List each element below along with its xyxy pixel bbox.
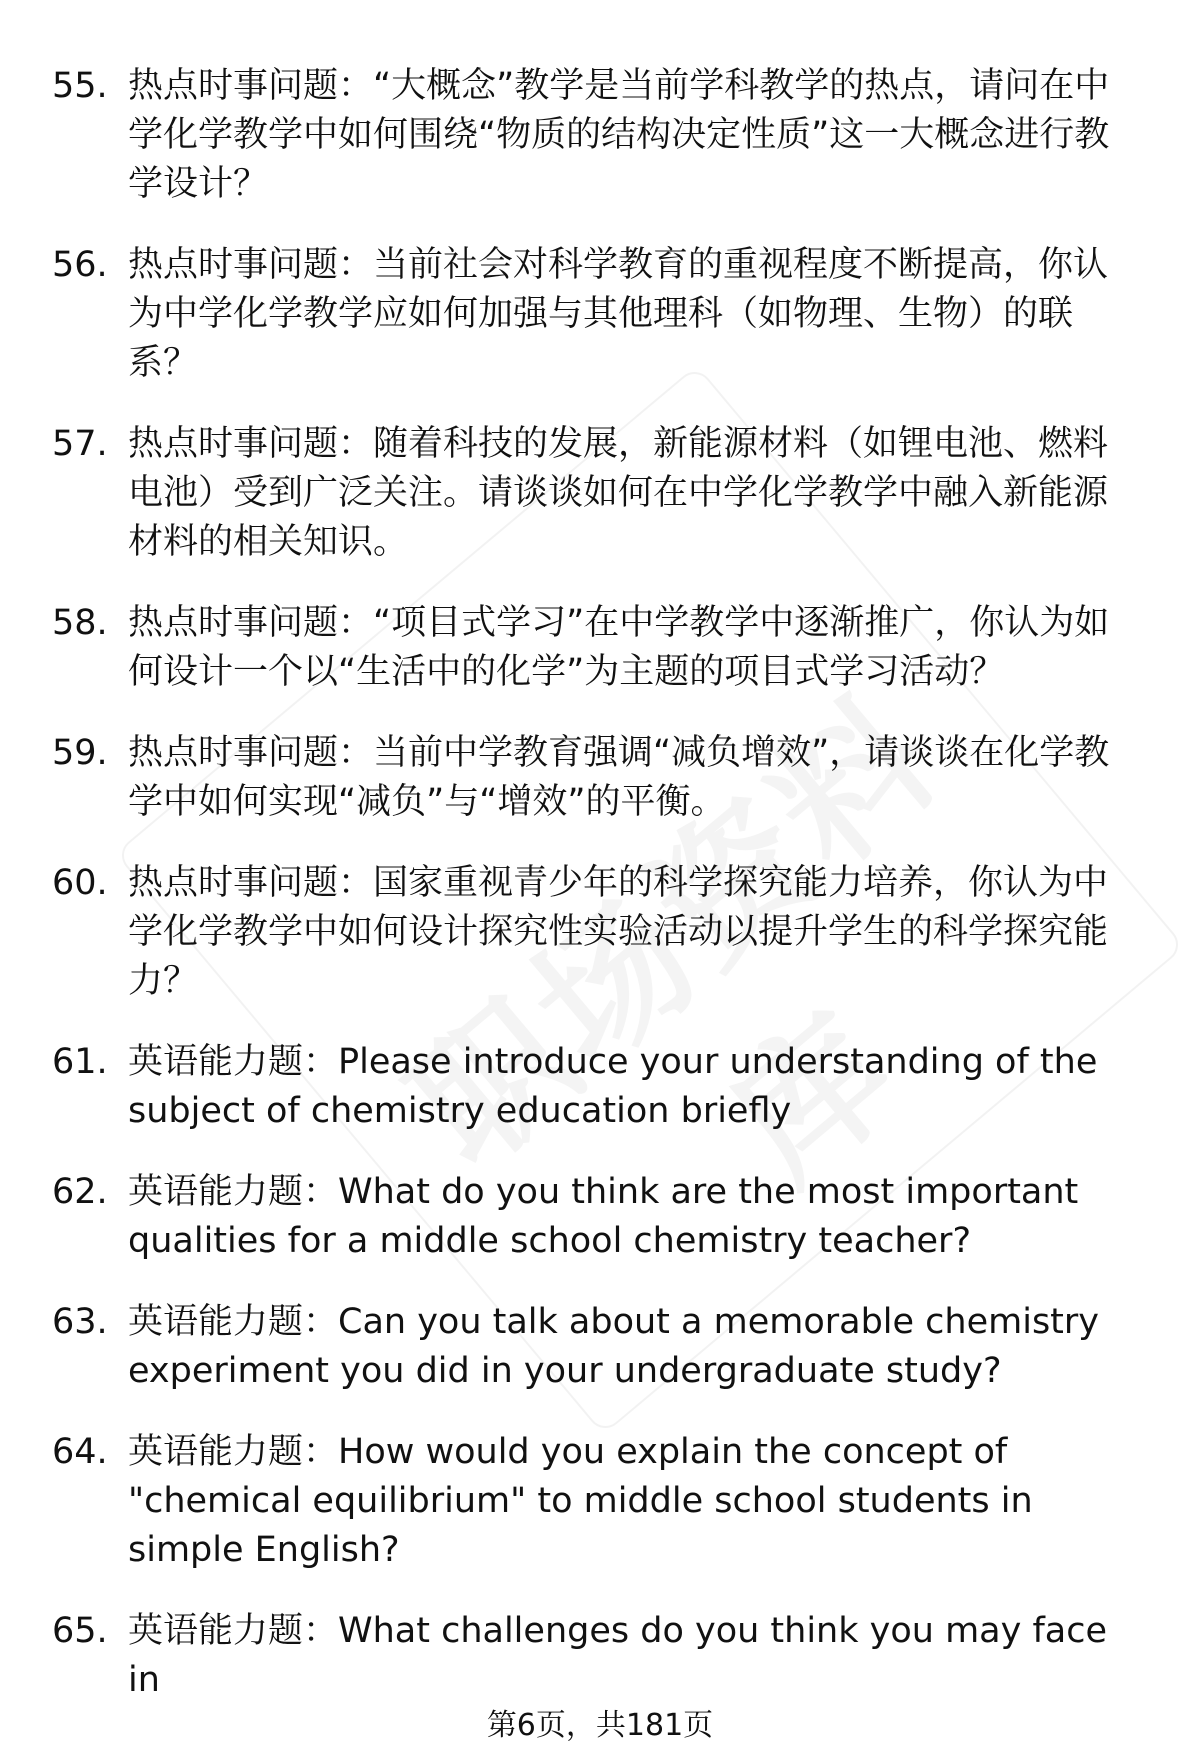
question-number: 62. — [52, 1172, 108, 1212]
question-text: 英语能力题：Please introduce your understanding of the subject of chemistry education briefly — [128, 1042, 1098, 1131]
question-item — [52, 1298, 1152, 1396]
question-number: 59. — [52, 733, 108, 773]
question-item — [52, 1038, 1152, 1136]
question-number: 63. — [52, 1302, 108, 1342]
question-item — [52, 1168, 1152, 1266]
question-number: 65. — [52, 1611, 108, 1651]
question-text: 英语能力题：How would you explain the concept of "chemical equilibrium" to middle school students in simple English? — [128, 1432, 1033, 1570]
question-text: 热点时事问题：当前社会对科学教育的重视程度不断提高，你认为中学化学教学应如何加强与其他理科（如物理、生物）的联系？ — [128, 245, 1109, 383]
question-item — [52, 1607, 1152, 1705]
question-item — [52, 62, 1152, 209]
question-text: 热点时事问题：随着科技的发展，新能源材料（如锂电池、燃料电池）受到广泛关注。请谈谈如何在中学化学教学中融入新能源材料的相关知识。 — [128, 424, 1109, 562]
question-number: 58. — [52, 603, 108, 643]
question-list — [52, 62, 1152, 1737]
question-text: 热点时事问题：当前中学教育强调“减负增效”，请谈谈在化学教学中如何实现“减负”与“增效”的平衡。 — [128, 733, 1110, 822]
question-text: 热点时事问题：“大概念”教学是当前学科教学的热点，请问在中学化学教学中如何围绕“物质的结构决定性质”这一大概念进行教学设计？ — [128, 66, 1110, 204]
question-text: 英语能力题：Can you talk about a memorable chemistry experiment you did in your undergraduate study? — [128, 1302, 1100, 1391]
question-number: 61. — [52, 1042, 108, 1082]
question-item — [52, 420, 1152, 567]
question-item — [52, 1428, 1152, 1575]
question-text: 热点时事问题：“项目式学习”在中学教学中逐渐推广，你认为如何设计一个以“生活中的化学”为主题的项目式学习活动？ — [128, 603, 1110, 692]
question-text: 英语能力题：What do you think are the most important qualities for a middle school chemistry teacher? — [128, 1172, 1079, 1261]
question-item — [52, 241, 1152, 388]
question-number: 57. — [52, 424, 108, 464]
question-text: 热点时事问题：国家重视青少年的科学探究能力培养，你认为中学化学教学中如何设计探究性实验活动以提升学生的科学探究能力？ — [128, 863, 1109, 1001]
page-footer: 第6页，共181页 — [486, 1708, 714, 1743]
question-number: 55. — [52, 66, 108, 106]
question-number: 60. — [52, 863, 108, 903]
question-number: 56. — [52, 245, 108, 285]
question-text: 英语能力题：What challenges do you think you may face in — [128, 1611, 1107, 1700]
question-item — [52, 729, 1152, 827]
question-item — [52, 599, 1152, 697]
question-number: 64. — [52, 1432, 108, 1472]
question-item — [52, 859, 1152, 1006]
